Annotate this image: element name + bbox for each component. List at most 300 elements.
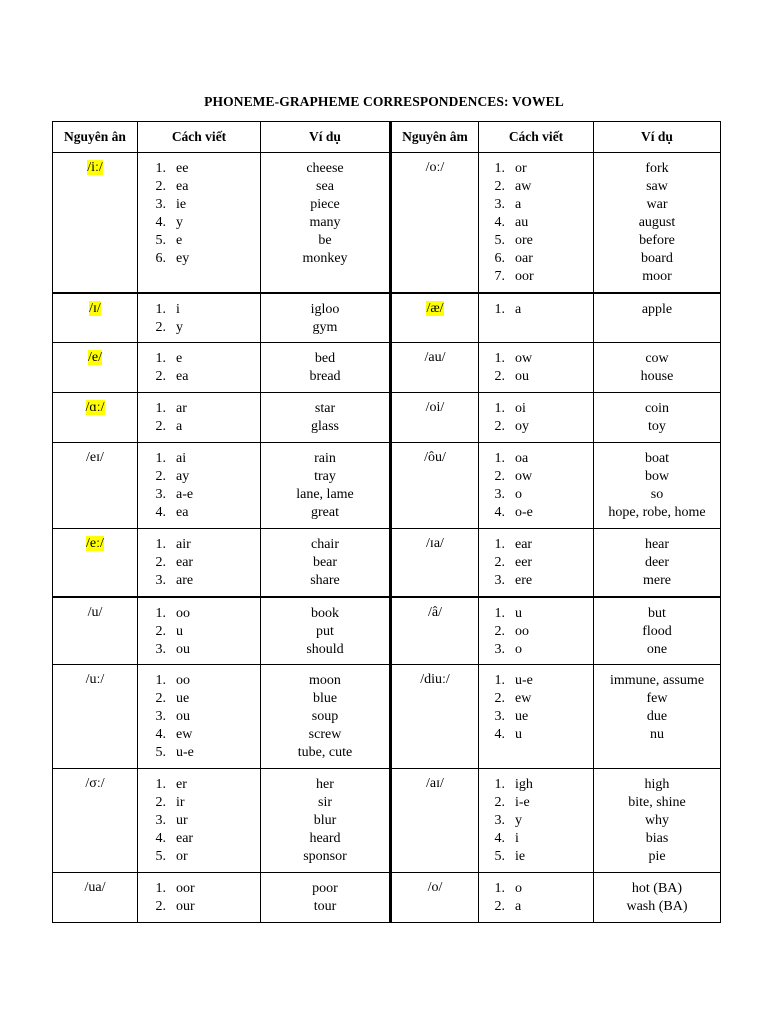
list-number: 5. bbox=[494, 849, 505, 864]
list-number: 1. bbox=[494, 301, 505, 317]
phoneme-cell-left bbox=[53, 153, 138, 293]
example-word: piece bbox=[310, 197, 340, 212]
spelling-text: u-e bbox=[176, 745, 194, 760]
list-number: 3. bbox=[155, 641, 166, 657]
spelling-cell-left bbox=[138, 597, 261, 665]
spelling-text: ew bbox=[176, 727, 193, 742]
list-number: 2. bbox=[155, 555, 166, 570]
list-number: 4. bbox=[155, 727, 166, 742]
spelling-text: are bbox=[176, 573, 194, 588]
list-number: 5. bbox=[494, 233, 505, 248]
spelling-text: ey bbox=[176, 251, 190, 266]
spelling-item bbox=[479, 672, 593, 690]
table-row bbox=[53, 873, 721, 923]
list-number: 1. bbox=[155, 161, 166, 176]
spelling-item bbox=[138, 554, 260, 572]
list-number: 2. bbox=[494, 469, 505, 484]
list-number: 3. bbox=[155, 197, 166, 212]
list-number: 2. bbox=[494, 623, 505, 639]
spelling-text: au bbox=[515, 215, 529, 230]
phoneme-cell-left bbox=[53, 529, 138, 597]
list-number: 2. bbox=[494, 691, 505, 706]
list-number: 2. bbox=[155, 369, 166, 384]
example-word: blur bbox=[313, 813, 337, 828]
phoneme-symbol: /u/ bbox=[87, 604, 103, 620]
spelling-item bbox=[479, 504, 593, 522]
spelling-text: ea bbox=[176, 369, 189, 384]
phoneme-symbol: /eː/ bbox=[86, 536, 104, 551]
spelling-text: u bbox=[176, 623, 183, 639]
example-cell-left bbox=[261, 343, 391, 393]
example-word: blue bbox=[312, 691, 338, 706]
list-number: 1. bbox=[155, 777, 166, 792]
phoneme-cell-right bbox=[391, 665, 479, 769]
list-number: 1. bbox=[155, 881, 166, 896]
example-cell-right bbox=[594, 153, 721, 293]
example-word: poor bbox=[312, 881, 338, 896]
list-number: 1. bbox=[155, 537, 166, 552]
spelling-text: oar bbox=[515, 251, 533, 266]
phoneme-cell-right bbox=[391, 293, 479, 343]
example-word: immune, assume bbox=[609, 673, 705, 688]
spelling-item bbox=[479, 776, 593, 794]
list-number: 3. bbox=[494, 197, 505, 212]
spelling-item bbox=[479, 418, 593, 436]
example-word: lane, lame bbox=[296, 487, 354, 502]
spelling-text: y bbox=[515, 813, 522, 828]
list-number: 1. bbox=[155, 605, 166, 621]
spelling-item bbox=[138, 776, 260, 794]
spelling-item bbox=[138, 605, 260, 623]
example-word: rain bbox=[314, 451, 336, 466]
spelling-cell-left bbox=[138, 153, 261, 293]
list-number: 1. bbox=[155, 351, 166, 366]
example-word: soup bbox=[311, 709, 339, 724]
spelling-item bbox=[138, 572, 260, 590]
list-number: 2. bbox=[494, 555, 505, 570]
spelling-text: i-e bbox=[515, 795, 530, 810]
list-number: 4. bbox=[155, 215, 166, 230]
example-word: great bbox=[311, 505, 339, 520]
spelling-text: oo bbox=[515, 623, 529, 639]
phoneme-symbol: /oː/ bbox=[425, 160, 445, 175]
example-word: cheese bbox=[306, 161, 344, 176]
spelling-cell-right bbox=[479, 873, 594, 923]
phoneme-cell-right bbox=[391, 443, 479, 529]
table-row bbox=[53, 597, 721, 665]
table-row bbox=[53, 393, 721, 443]
spelling-item bbox=[138, 812, 260, 830]
spelling-text: oo bbox=[176, 605, 190, 621]
example-word: moon bbox=[309, 673, 341, 688]
spelling-item bbox=[138, 641, 260, 659]
example-word: but bbox=[648, 605, 666, 621]
spelling-item bbox=[479, 196, 593, 214]
spelling-cell-right bbox=[479, 293, 594, 343]
example-word: boat bbox=[644, 451, 670, 466]
spelling-item bbox=[479, 450, 593, 468]
spelling-text: ee bbox=[176, 161, 189, 176]
example-word: be bbox=[318, 233, 332, 248]
phoneme-symbol: /iː/ bbox=[87, 160, 103, 175]
spelling-item bbox=[479, 350, 593, 368]
list-number: 1. bbox=[494, 777, 505, 792]
spelling-cell-right bbox=[479, 769, 594, 873]
list-number: 3. bbox=[155, 573, 166, 588]
spelling-item bbox=[479, 726, 593, 744]
spelling-item bbox=[138, 880, 260, 898]
spelling-item bbox=[138, 486, 260, 504]
spelling-text: er bbox=[176, 777, 187, 792]
spelling-cell-left bbox=[138, 293, 261, 343]
example-word: sir bbox=[318, 795, 332, 810]
example-cell-left bbox=[261, 153, 391, 293]
table-row bbox=[53, 769, 721, 873]
spelling-text: a-e bbox=[176, 487, 194, 502]
example-word: many bbox=[309, 215, 341, 230]
example-word: book bbox=[311, 605, 339, 621]
example-word: high bbox=[644, 777, 670, 792]
example-word: put bbox=[316, 623, 334, 639]
spelling-item bbox=[479, 250, 593, 268]
spelling-text: oor bbox=[176, 881, 195, 896]
spelling-item bbox=[479, 690, 593, 708]
list-number: 5. bbox=[155, 233, 166, 248]
list-number: 2. bbox=[155, 623, 166, 639]
example-cell-left bbox=[261, 393, 391, 443]
example-word: hear bbox=[644, 537, 670, 552]
header-example-right: Ví dụ bbox=[594, 122, 721, 153]
example-word: glass bbox=[311, 419, 339, 434]
header-phoneme-right: Nguyên âm bbox=[391, 122, 479, 153]
list-number: 5. bbox=[155, 849, 166, 864]
example-word: so bbox=[650, 487, 664, 502]
phoneme-symbol: /oi/ bbox=[425, 400, 445, 415]
spelling-item bbox=[479, 468, 593, 486]
example-word: share bbox=[310, 573, 340, 588]
spelling-cell-right bbox=[479, 343, 594, 393]
example-cell-left bbox=[261, 529, 391, 597]
example-word: chair bbox=[311, 537, 339, 552]
spelling-item bbox=[138, 794, 260, 812]
spelling-item bbox=[138, 468, 260, 486]
spelling-item bbox=[479, 160, 593, 178]
list-number: 2. bbox=[494, 369, 505, 384]
spelling-item bbox=[479, 623, 593, 641]
spelling-item bbox=[479, 880, 593, 898]
spelling-text: ue bbox=[515, 709, 529, 724]
spelling-text: o-e bbox=[515, 505, 533, 520]
phoneme-symbol: /ɑː/ bbox=[85, 400, 105, 415]
phoneme-cell-right bbox=[391, 529, 479, 597]
example-word: one bbox=[646, 641, 668, 657]
example-word: tube, cute bbox=[297, 745, 353, 760]
spelling-item bbox=[138, 504, 260, 522]
list-number: 3. bbox=[155, 709, 166, 724]
example-word: screw bbox=[308, 727, 342, 742]
spelling-item bbox=[138, 744, 260, 762]
list-number: 4. bbox=[494, 215, 505, 230]
spelling-text: aw bbox=[515, 179, 532, 194]
list-number: 7. bbox=[494, 269, 505, 284]
spelling-text: ie bbox=[515, 849, 526, 864]
spelling-item bbox=[138, 450, 260, 468]
example-word: hot (BA) bbox=[631, 881, 683, 896]
spelling-text: ew bbox=[515, 691, 532, 706]
spelling-item bbox=[138, 708, 260, 726]
phoneme-symbol: /au/ bbox=[424, 350, 446, 365]
phoneme-cell-left bbox=[53, 343, 138, 393]
spelling-item bbox=[479, 400, 593, 418]
example-cell-left bbox=[261, 873, 391, 923]
list-number: 4. bbox=[155, 505, 166, 520]
example-word: due bbox=[646, 709, 668, 724]
spelling-item bbox=[479, 830, 593, 848]
spelling-text: o bbox=[515, 641, 522, 657]
spelling-text: u-e bbox=[515, 673, 533, 688]
phoneme-symbol: /æ/ bbox=[426, 300, 444, 316]
list-number: 1. bbox=[494, 451, 505, 466]
example-word: tour bbox=[313, 899, 337, 914]
phoneme-cell-right bbox=[391, 769, 479, 873]
table-body bbox=[53, 153, 721, 923]
header-spelling-left: Cách viết bbox=[138, 122, 261, 153]
list-number: 3. bbox=[494, 573, 505, 588]
list-number: 2. bbox=[155, 179, 166, 194]
spelling-item bbox=[138, 418, 260, 436]
spelling-item bbox=[138, 898, 260, 916]
table-row bbox=[53, 153, 721, 293]
example-word: war bbox=[646, 197, 668, 212]
spelling-text: or bbox=[176, 849, 188, 864]
example-cell-right bbox=[594, 665, 721, 769]
list-number: 1. bbox=[494, 605, 505, 621]
list-number: 2. bbox=[155, 899, 166, 914]
list-number: 4. bbox=[494, 727, 505, 742]
spelling-text: o bbox=[515, 487, 522, 502]
spelling-text: u bbox=[515, 605, 522, 621]
spelling-item bbox=[479, 368, 593, 386]
spelling-text: our bbox=[176, 899, 195, 914]
example-cell-right bbox=[594, 393, 721, 443]
spelling-item bbox=[138, 214, 260, 232]
example-word: coin bbox=[644, 401, 670, 416]
example-word: apple bbox=[641, 301, 673, 317]
spelling-cell-left bbox=[138, 769, 261, 873]
list-number: 3. bbox=[494, 709, 505, 724]
phoneme-cell-right bbox=[391, 597, 479, 665]
phoneme-symbol: /eɪ/ bbox=[86, 450, 104, 465]
phoneme-symbol: /diuː/ bbox=[420, 672, 450, 687]
spelling-text: a bbox=[176, 419, 183, 434]
example-word: flood bbox=[642, 623, 672, 639]
spelling-cell-right bbox=[479, 153, 594, 293]
example-cell-left bbox=[261, 293, 391, 343]
spelling-text: ay bbox=[176, 469, 190, 484]
spelling-text: oy bbox=[515, 419, 529, 434]
example-word: her bbox=[316, 777, 334, 792]
spelling-text: i bbox=[515, 831, 519, 846]
list-number: 2. bbox=[155, 691, 166, 706]
list-number: 3. bbox=[155, 487, 166, 502]
spelling-text: ur bbox=[176, 813, 188, 828]
spelling-item bbox=[479, 572, 593, 590]
spelling-item bbox=[138, 350, 260, 368]
phoneme-symbol: /ɪ/ bbox=[89, 300, 101, 316]
example-word: gym bbox=[312, 319, 338, 335]
list-number: 6. bbox=[155, 251, 166, 266]
spelling-text: ou bbox=[515, 369, 529, 384]
list-number: 1. bbox=[155, 451, 166, 466]
example-word: house bbox=[640, 369, 674, 384]
spelling-item bbox=[138, 301, 260, 319]
list-number: 1. bbox=[494, 401, 505, 416]
phoneme-cell-right bbox=[391, 343, 479, 393]
spelling-text: ue bbox=[176, 691, 190, 706]
list-number: 2. bbox=[155, 469, 166, 484]
example-word: deer bbox=[644, 555, 670, 570]
example-word: igloo bbox=[310, 301, 340, 317]
spelling-text: ai bbox=[176, 451, 187, 466]
spelling-item bbox=[138, 690, 260, 708]
spelling-cell-left bbox=[138, 665, 261, 769]
spelling-item bbox=[479, 178, 593, 196]
spelling-text: i bbox=[176, 301, 180, 317]
spelling-item bbox=[479, 708, 593, 726]
spelling-item bbox=[138, 623, 260, 641]
spelling-item bbox=[138, 319, 260, 337]
spelling-item bbox=[479, 898, 593, 916]
spelling-cell-left bbox=[138, 529, 261, 597]
list-number: 2. bbox=[494, 419, 505, 434]
spelling-text: eer bbox=[515, 555, 533, 570]
example-word: moor bbox=[642, 269, 672, 284]
spelling-text: ou bbox=[176, 641, 190, 657]
example-cell-right bbox=[594, 443, 721, 529]
example-word: heard bbox=[309, 831, 341, 846]
spelling-item bbox=[479, 536, 593, 554]
spelling-item bbox=[138, 160, 260, 178]
spelling-item bbox=[479, 301, 593, 319]
phoneme-cell-left bbox=[53, 597, 138, 665]
example-cell-right bbox=[594, 769, 721, 873]
list-number: 2. bbox=[494, 899, 505, 914]
list-number: 3. bbox=[494, 813, 505, 828]
list-number: 4. bbox=[494, 831, 505, 846]
header-spelling-right: Cách viết bbox=[479, 122, 594, 153]
spelling-text: ea bbox=[176, 179, 189, 194]
example-cell-right bbox=[594, 873, 721, 923]
list-number: 1. bbox=[155, 673, 166, 688]
spelling-cell-right bbox=[479, 597, 594, 665]
spelling-text: ore bbox=[515, 233, 533, 248]
spelling-item bbox=[138, 726, 260, 744]
spelling-item bbox=[479, 214, 593, 232]
spelling-item bbox=[479, 812, 593, 830]
list-number: 4. bbox=[494, 505, 505, 520]
spelling-cell-right bbox=[479, 529, 594, 597]
list-number: 1. bbox=[494, 161, 505, 176]
phoneme-symbol: /uː/ bbox=[85, 672, 105, 687]
list-number: 1. bbox=[494, 537, 505, 552]
list-number: 2. bbox=[155, 319, 166, 335]
example-cell-left bbox=[261, 443, 391, 529]
list-number: 1. bbox=[155, 301, 166, 317]
list-number: 2. bbox=[494, 179, 505, 194]
spelling-text: or bbox=[515, 161, 527, 176]
example-cell-right bbox=[594, 529, 721, 597]
spelling-item bbox=[138, 848, 260, 866]
list-number: 6. bbox=[494, 251, 505, 266]
spelling-text: a bbox=[515, 899, 522, 914]
spelling-item bbox=[138, 672, 260, 690]
spelling-item bbox=[479, 486, 593, 504]
table-row bbox=[53, 343, 721, 393]
spelling-item bbox=[138, 232, 260, 250]
list-number: 1. bbox=[494, 673, 505, 688]
spelling-text: ere bbox=[515, 573, 533, 588]
example-word: bite, shine bbox=[628, 795, 686, 810]
list-number: 1. bbox=[494, 881, 505, 896]
phoneme-cell-left bbox=[53, 443, 138, 529]
example-word: pie bbox=[648, 849, 666, 864]
list-number: 1. bbox=[155, 401, 166, 416]
spelling-item bbox=[479, 268, 593, 286]
list-number: 3. bbox=[155, 813, 166, 828]
example-word: star bbox=[314, 401, 336, 416]
example-word: saw bbox=[646, 179, 668, 194]
spelling-cell-right bbox=[479, 443, 594, 529]
vowel-table bbox=[52, 121, 721, 923]
example-cell-left bbox=[261, 597, 391, 665]
example-word: toy bbox=[648, 419, 666, 434]
spelling-text: e bbox=[176, 233, 183, 248]
example-word: august bbox=[638, 215, 676, 230]
spelling-text: u bbox=[515, 727, 522, 742]
spelling-item bbox=[138, 250, 260, 268]
example-word: board bbox=[641, 251, 673, 266]
spelling-text: igh bbox=[515, 777, 533, 792]
spelling-text: ie bbox=[176, 197, 187, 212]
spelling-text: oa bbox=[515, 451, 529, 466]
spelling-item bbox=[138, 178, 260, 196]
example-word: tray bbox=[314, 469, 336, 484]
spelling-cell-left bbox=[138, 393, 261, 443]
example-word: bread bbox=[309, 369, 341, 384]
list-number: 2. bbox=[155, 795, 166, 810]
spelling-text: oor bbox=[515, 269, 534, 284]
example-word: sea bbox=[316, 179, 334, 194]
phoneme-cell-right bbox=[391, 873, 479, 923]
example-cell-right bbox=[594, 293, 721, 343]
list-number: 2. bbox=[155, 419, 166, 434]
example-word: cow bbox=[645, 351, 669, 366]
spelling-item bbox=[479, 848, 593, 866]
spelling-text: ar bbox=[176, 401, 187, 416]
spelling-item bbox=[138, 196, 260, 214]
spelling-text: ear bbox=[515, 537, 533, 552]
phoneme-cell-left bbox=[53, 769, 138, 873]
spelling-text: ear bbox=[176, 555, 194, 570]
phoneme-symbol: /ɪa/ bbox=[426, 536, 444, 551]
spelling-text: e bbox=[176, 351, 183, 366]
header-phoneme-left: Nguyên ân bbox=[53, 122, 138, 153]
spelling-item bbox=[479, 605, 593, 623]
example-word: should bbox=[306, 641, 344, 657]
spelling-text: ow bbox=[515, 469, 533, 484]
spelling-text: a bbox=[515, 197, 522, 212]
example-cell-left bbox=[261, 665, 391, 769]
